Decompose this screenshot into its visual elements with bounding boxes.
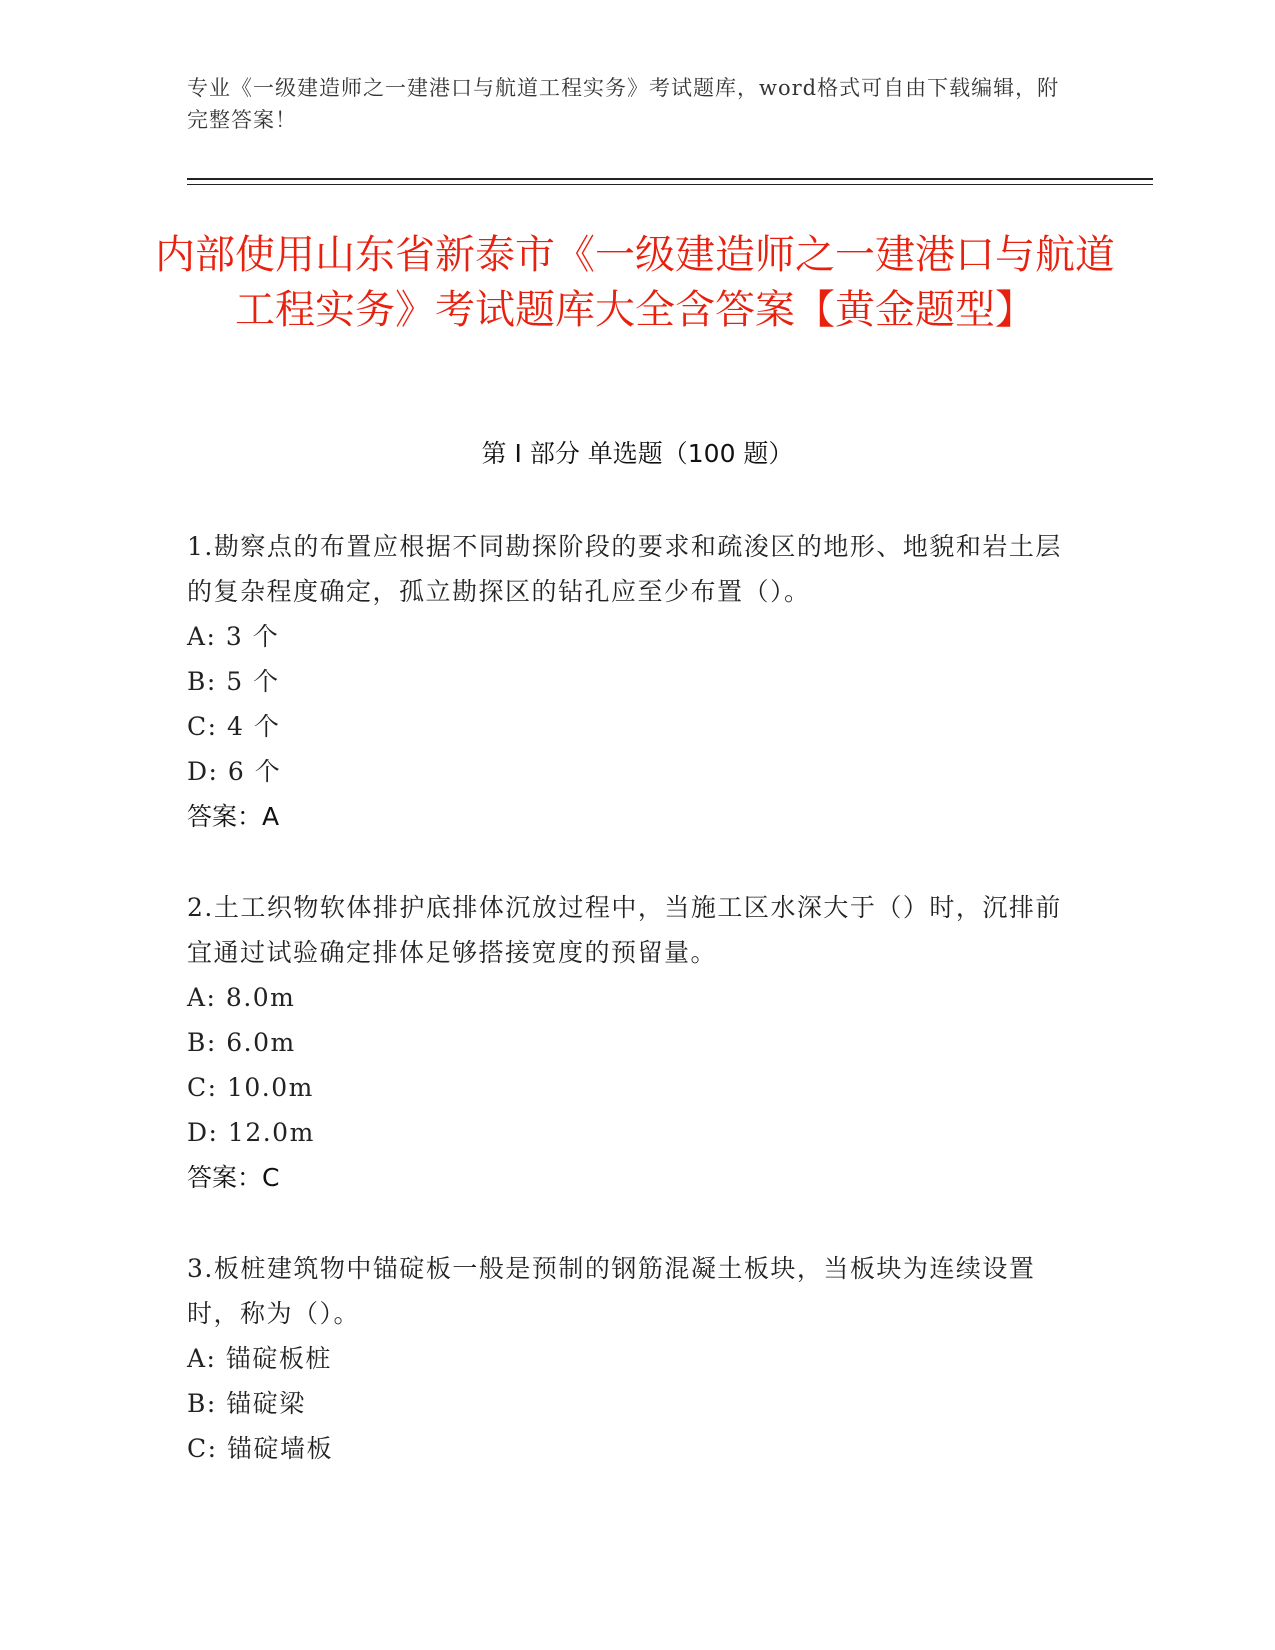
question-2 [187, 885, 1067, 1200]
option-c: C: 4 个 [187, 712, 281, 741]
option-c: C: 锚碇墙板 [187, 1434, 333, 1463]
question-1 [187, 524, 1067, 839]
option-d: D: 6 个 [187, 757, 282, 786]
header-divider [187, 178, 1153, 180]
option-b: B: 6.0m [187, 1028, 296, 1057]
question-stem: 3.板桩建筑物中锚碇板一般是预制的钢筋混凝土板块，当板块为连续设置时，称为（）。 [187, 1254, 1036, 1328]
option-b: B: 5 个 [187, 667, 280, 696]
document-header-note: 专业《一级建造师之一建港口与航道工程实务》考试题库，word格式可自由下载编辑，附完整答案！ [187, 76, 1060, 132]
question-3 [187, 1246, 1067, 1471]
answer: 答案：C [187, 1163, 280, 1192]
option-c: C: 10.0m [187, 1073, 314, 1102]
option-d: D: 12.0m [187, 1118, 315, 1147]
option-a: A: 锚碇板桩 [187, 1344, 332, 1373]
option-a: A: 3 个 [187, 622, 280, 651]
section-heading: 第 I 部分 单选题（100 题） [481, 439, 794, 468]
answer: 答案：A [187, 802, 280, 831]
header-divider-thin [187, 184, 1153, 185]
document-title: 内部使用山东省新泰市《一级建造师之一建港口与航道工程实务》考试题库大全含答案【黄金题型】 [155, 232, 1115, 333]
question-stem: 2.土工织物软体排护底排体沉放过程中，当施工区水深大于（）时，沉排前宜通过试验确定排体足够搭接宽度的预留量。 [187, 893, 1062, 967]
option-b: B: 锚碇梁 [187, 1389, 306, 1418]
question-stem: 1.勘察点的布置应根据不同勘探阶段的要求和疏浚区的地形、地貌和岩土层的复杂程度确定，孤立勘探区的钻孔应至少布置（）。 [187, 532, 1062, 606]
option-a: A: 8.0m [187, 983, 296, 1012]
